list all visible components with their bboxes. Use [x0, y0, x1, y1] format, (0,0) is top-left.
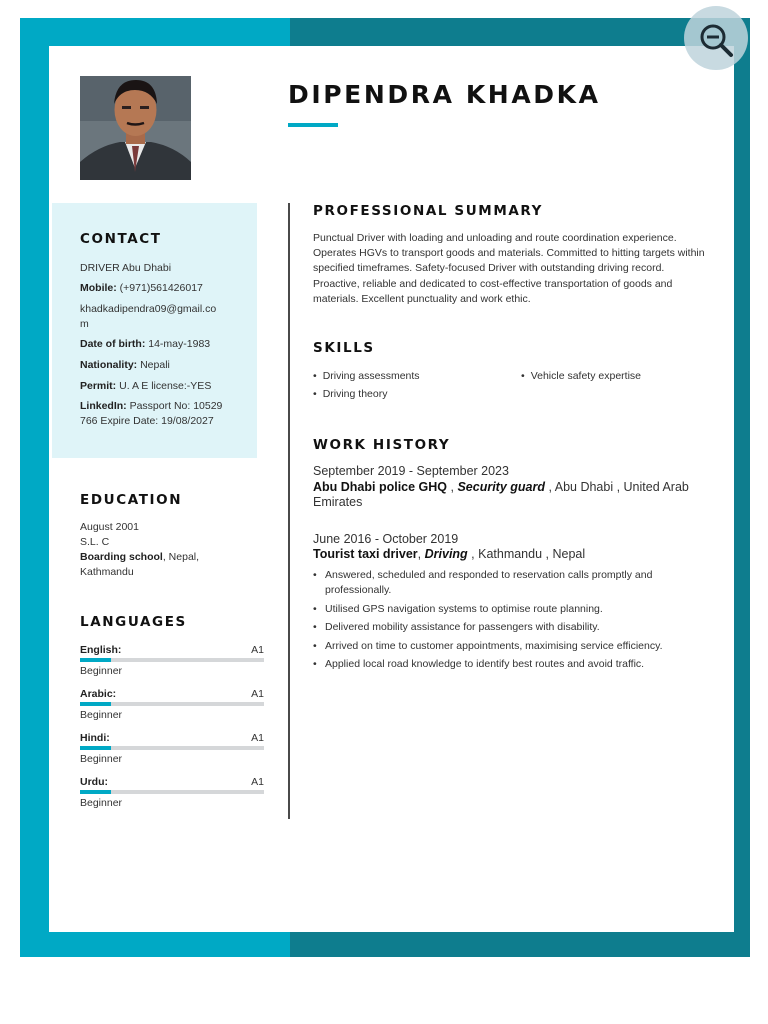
- name-underline: [288, 123, 338, 127]
- dob-label: Date of birth:: [80, 338, 146, 350]
- profile-photo: [80, 76, 191, 180]
- job-dates: September 2019 - September 2023: [313, 464, 509, 478]
- linkedin-label: LinkedIn:: [80, 400, 127, 412]
- language-level: A1: [251, 688, 264, 700]
- email-line-1: khadkadipendra09@gmail.co: [80, 303, 217, 315]
- language-proficiency-bar: [80, 658, 264, 662]
- language-proficiency-fill: [80, 790, 111, 794]
- contact-role-location: DRIVER Abu Dhabi: [80, 262, 172, 274]
- dob-value: 14-may-1983: [148, 338, 211, 350]
- education-location-line-1: , Nepal,: [162, 551, 200, 563]
- language-name: Hindi:: [80, 732, 110, 744]
- job-duty-item: • Delivered mobility assistance for passengers with disability.: [313, 620, 713, 635]
- nationality-label: Nationality:: [80, 359, 138, 371]
- education-entry: [80, 520, 199, 580]
- language-name: English:: [80, 644, 122, 656]
- job-location: , Abu Dhabi , United Arab Emirates: [313, 480, 689, 509]
- summary-text: Punctual Driver with loading and unloading and route coordination experience. Operates HGVs to transport goods and materials. Committed to hitting targets within specified timeframes. Safety-focused Driver with outstanding driving record. Proactive, reliable and dedicated to cost-effective transportation of goods and materials. Excellent punctuality and work ethic.: [313, 232, 705, 305]
- job-duty-item: • Utilised GPS navigation systems to optimise route planning.: [313, 602, 713, 617]
- candidate-name: DIPENDRA KHADKA: [288, 80, 601, 109]
- contact-dob: [80, 337, 210, 352]
- contact-email: [80, 302, 216, 332]
- language-proficiency-fill: [80, 746, 111, 750]
- job-role: Security guard: [457, 480, 545, 494]
- permit-label: Permit:: [80, 380, 117, 392]
- skill-item: • Driving assessments: [313, 370, 420, 382]
- language-name: Urdu:: [80, 776, 108, 788]
- work-heading: WORK HISTORY: [313, 437, 451, 453]
- education-degree: S.L. C: [80, 536, 110, 548]
- language-item-english: [80, 644, 264, 686]
- language-item-hindi: [80, 732, 264, 774]
- language-proficiency-bar: [80, 746, 264, 750]
- language-level: A1: [251, 644, 264, 656]
- email-line-2: m: [80, 318, 89, 330]
- job-dates: June 2016 - October 2019: [313, 532, 459, 546]
- job-title-line: [313, 547, 713, 562]
- language-level: A1: [251, 776, 264, 788]
- zoom-out-icon: [698, 22, 734, 58]
- education-school: Boarding school: [80, 551, 163, 563]
- job-separator: ,: [417, 547, 425, 561]
- contact-mobile: [80, 281, 203, 296]
- job-employer: Abu Dhabi police GHQ: [313, 480, 448, 494]
- language-proficiency-fill: [80, 658, 111, 662]
- language-level-desc: Beginner: [80, 797, 123, 809]
- education-location-line-2: Kathmandu: [80, 566, 134, 578]
- skill-item: • Driving theory: [313, 388, 387, 400]
- language-proficiency-fill: [80, 702, 111, 706]
- summary-heading: PROFESSIONAL SUMMARY: [313, 203, 544, 219]
- column-divider: [288, 203, 290, 819]
- mobile-label: Mobile:: [80, 282, 117, 294]
- contact-heading: CONTACT: [80, 231, 162, 247]
- language-level-desc: Beginner: [80, 665, 123, 677]
- linkedin-value-line-1: Passport No: 10529: [129, 400, 223, 412]
- job-duty-item: • Arrived on time to customer appointments, maximising service efficiency.: [313, 639, 713, 654]
- language-level-desc: Beginner: [80, 753, 123, 765]
- skills-heading: SKILLS: [313, 340, 375, 356]
- skill-item: • Vehicle safety expertise: [521, 370, 641, 382]
- job-duties-list: [313, 568, 713, 676]
- education-date: August 2001: [80, 521, 139, 533]
- contact-nationality: [80, 358, 170, 373]
- permit-value: U. A E license:-YES: [119, 380, 212, 392]
- language-item-urdu: [80, 776, 264, 818]
- job-duty-item: • Answered, scheduled and responded to reservation calls promptly and professionally.: [313, 568, 713, 598]
- contact-linkedin: [80, 399, 222, 429]
- job-duty-item: • Applied local road knowledge to identify best routes and avoid traffic.: [313, 657, 713, 672]
- job-separator: ,: [447, 480, 458, 494]
- job-role: Driving: [424, 547, 468, 561]
- mobile-value: (+971)561426017: [119, 282, 203, 294]
- zoom-out-button[interactable]: [684, 6, 748, 70]
- language-proficiency-bar: [80, 702, 264, 706]
- job-location: , Kathmandu , Nepal: [467, 547, 586, 561]
- job-employer: Tourist taxi driver: [313, 547, 418, 561]
- language-level-desc: Beginner: [80, 709, 123, 721]
- language-name: Arabic:: [80, 688, 117, 700]
- education-heading: EDUCATION: [80, 492, 183, 508]
- language-level: A1: [251, 732, 264, 744]
- job-title-line: [313, 480, 713, 510]
- language-item-arabic: [80, 688, 264, 730]
- linkedin-value-line-2: 766 Expire Date: 19/08/2027: [80, 415, 214, 427]
- contact-permit: [80, 379, 211, 394]
- nationality-value: Nepali: [140, 359, 170, 371]
- education-school-line: [80, 550, 199, 565]
- languages-heading: LANGUAGES: [80, 614, 187, 630]
- language-proficiency-bar: [80, 790, 264, 794]
